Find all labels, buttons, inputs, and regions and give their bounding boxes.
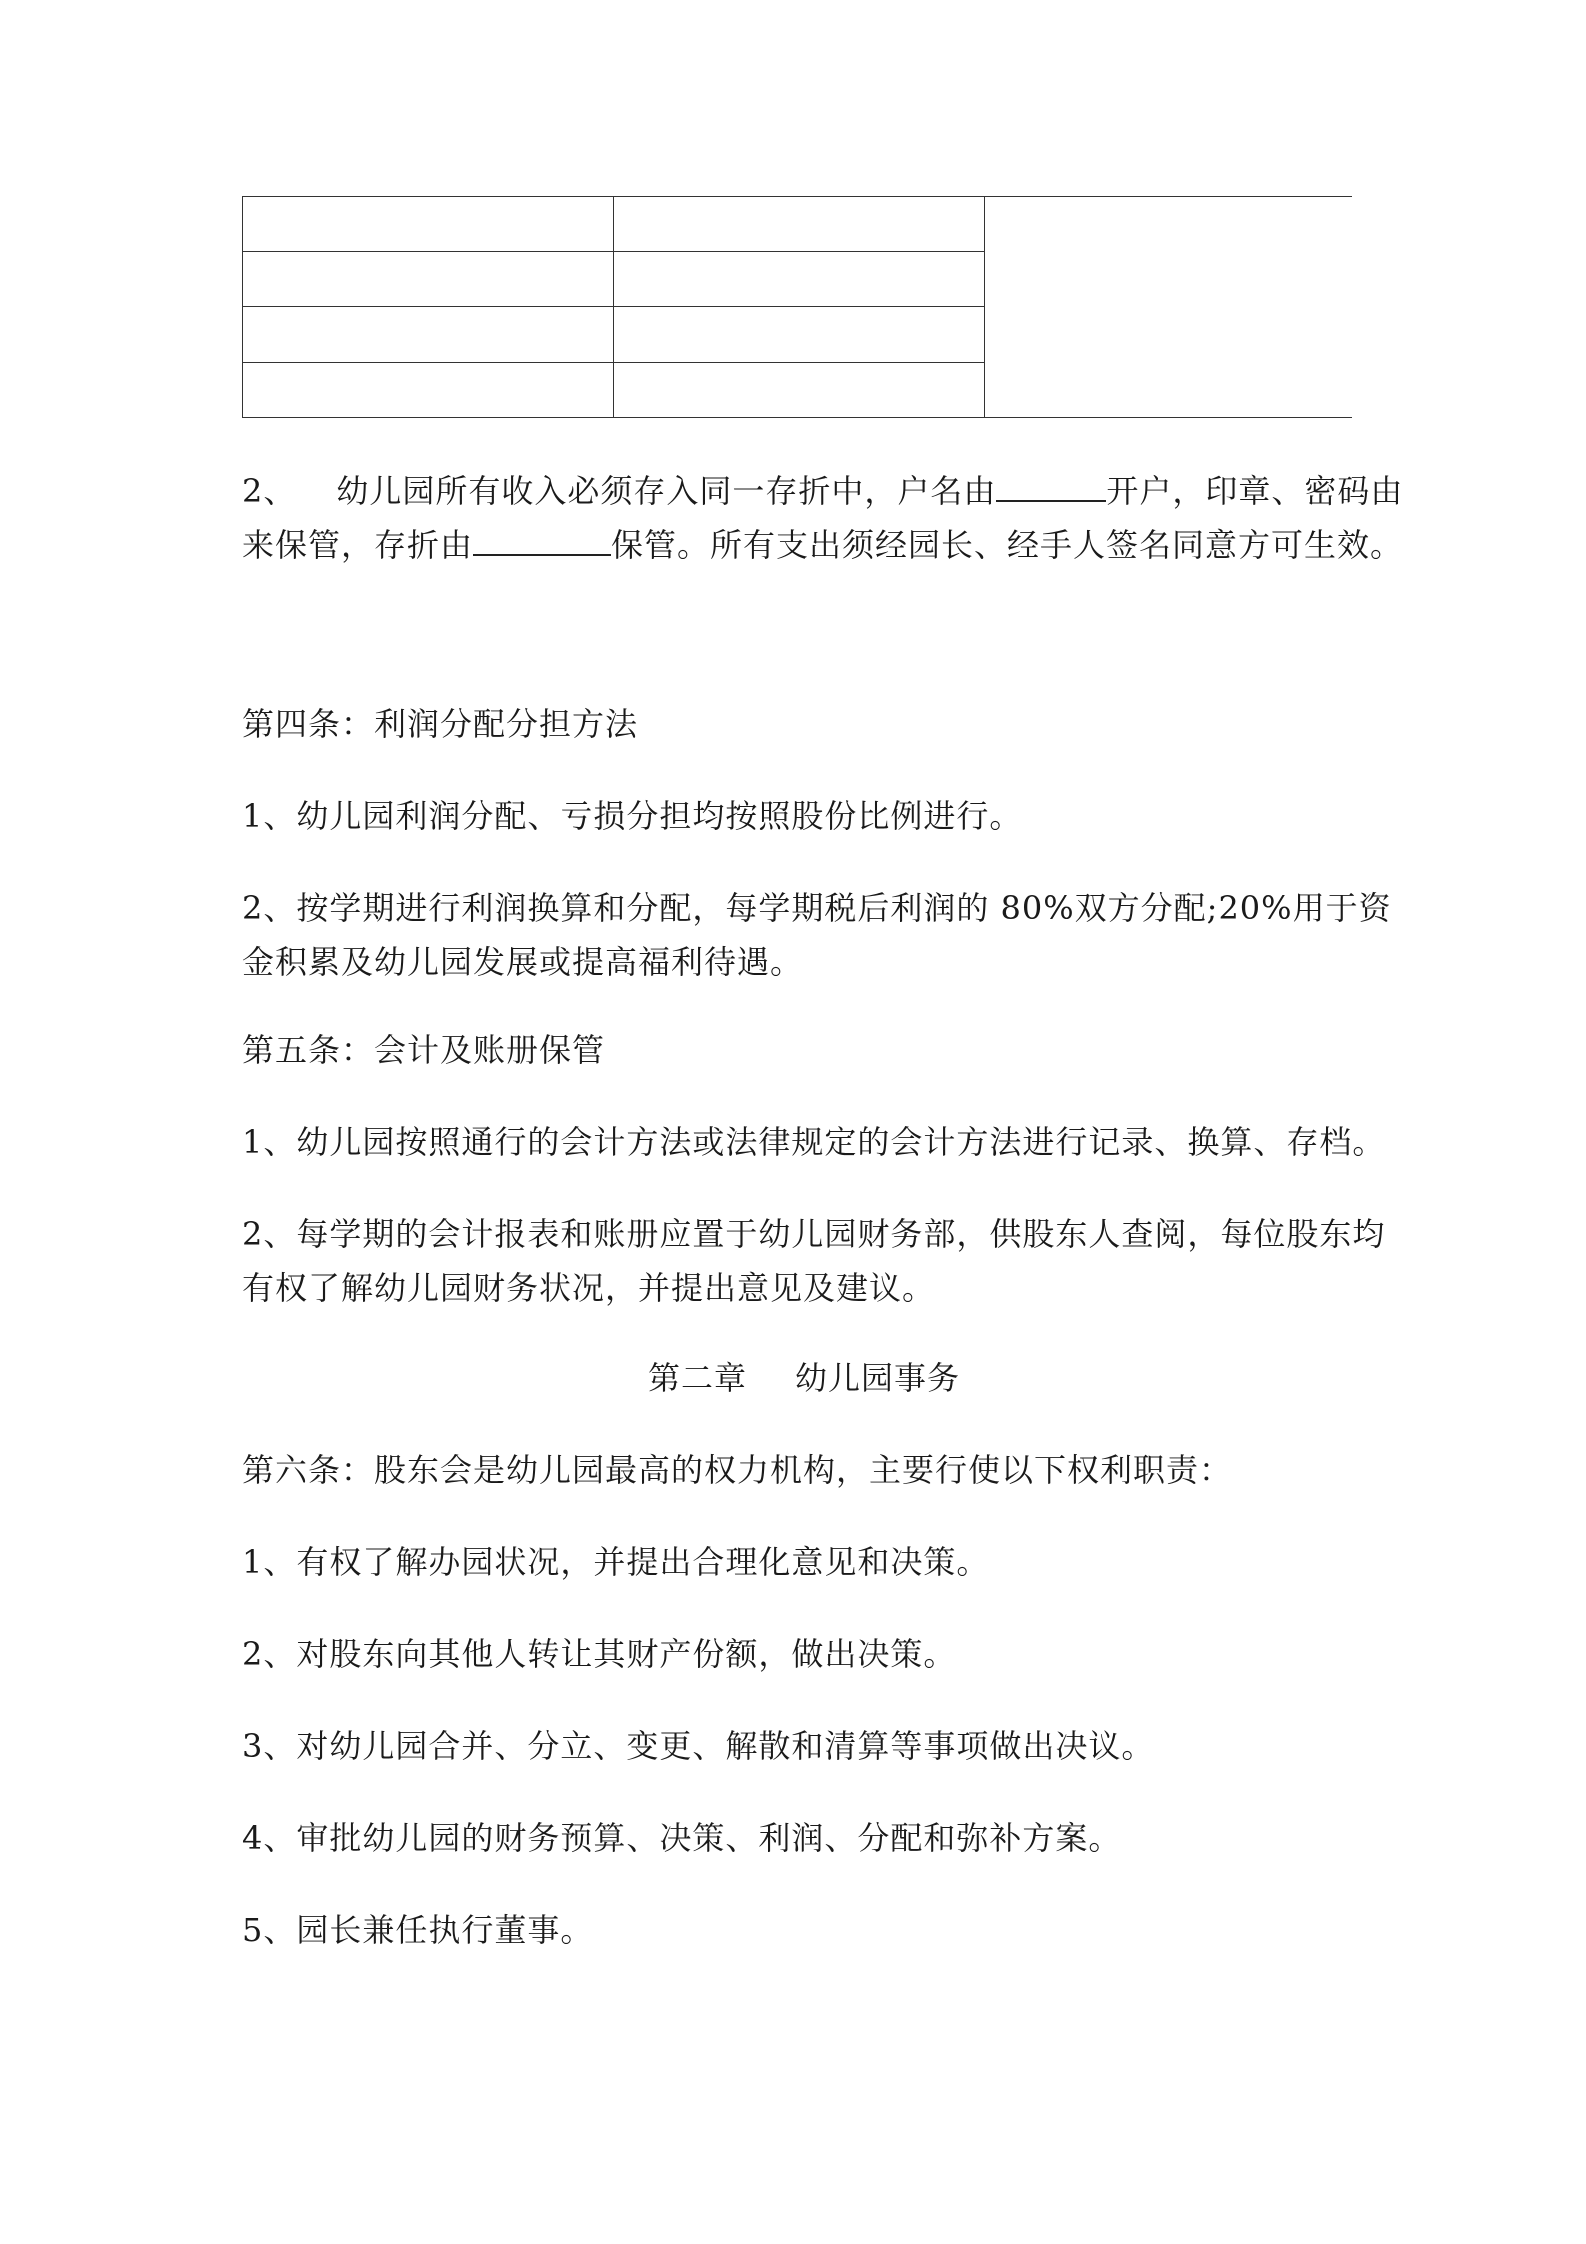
clause4-title: 第四条：利润分配分担方法: [242, 705, 639, 743]
paragraph-text: 幼儿园所有收入必须存入同一存折中，户名由: [336, 472, 997, 510]
clause4-item1: 1、幼儿园利润分配、亏损分担均按照股份比例进行。: [242, 797, 1023, 835]
table-cell-merged: [984, 196, 1352, 418]
clause6-title: 第六条：股东会是幼儿园最高的权力机构，主要行使以下权利职责：: [242, 1451, 1233, 1489]
chapter-title: 幼儿园事务: [795, 1359, 961, 1397]
clause5-item1: 1、幼儿园按照通行的会计方法或法律规定的会计方法进行记录、换算、存档。: [242, 1123, 1386, 1161]
paragraph-text: 开户，印章、密码由: [1106, 472, 1404, 510]
chapter-heading: [648, 1358, 960, 1398]
fill-in-blank: [996, 470, 1106, 502]
paragraph-text: 保管。所有支出须经园长、经手人签名同意方可生效。: [611, 526, 1404, 564]
clause3-item2-line1: [242, 470, 1404, 511]
table-cell: [242, 306, 614, 363]
table-cell: [613, 196, 985, 252]
list-item: 5、园长兼任执行董事。: [242, 1911, 594, 1949]
table-cell: [242, 251, 614, 307]
clause5-title: 第五条：会计及账册保管: [242, 1031, 606, 1069]
list-item: 2、对股东向其他人转让其财产份额，做出决策。: [242, 1635, 957, 1673]
clause3-item2-line2: [242, 524, 1404, 565]
list-item: 4、审批幼儿园的财务预算、决策、利润、分配和弥补方案。: [242, 1819, 1122, 1857]
clause5-item2-line1: 2、每学期的会计报表和账册应置于幼儿园财务部，供股东人查阅，每位股东均: [242, 1215, 1386, 1253]
item-number: 2、: [242, 472, 297, 510]
table-cell: [613, 362, 985, 418]
clause4-item2-line2: 金积累及幼儿园发展或提高福利待遇。: [242, 943, 804, 981]
table-cell: [242, 196, 614, 252]
table-cell: [613, 306, 985, 363]
fill-in-blank: [473, 524, 611, 556]
table-cell: [613, 251, 985, 307]
chapter-label: 第二章: [648, 1359, 748, 1397]
list-item: 3、对幼儿园合并、分立、变更、解散和清算等事项做出决议。: [242, 1727, 1155, 1765]
list-item: 1、有权了解办园状况，并提出合理化意见和决策。: [242, 1543, 990, 1581]
blank-table: [242, 196, 1352, 418]
clause4-item2-line1: 2、按学期进行利润换算和分配，每学期税后利润的 80%双方分配;20%用于资: [242, 889, 1392, 927]
paragraph-text: 来保管，存折由: [242, 526, 474, 564]
clause5-item2-line2: 有权了解幼儿园财务状况，并提出意见及建议。: [242, 1269, 936, 1307]
table-cell: [242, 362, 614, 418]
